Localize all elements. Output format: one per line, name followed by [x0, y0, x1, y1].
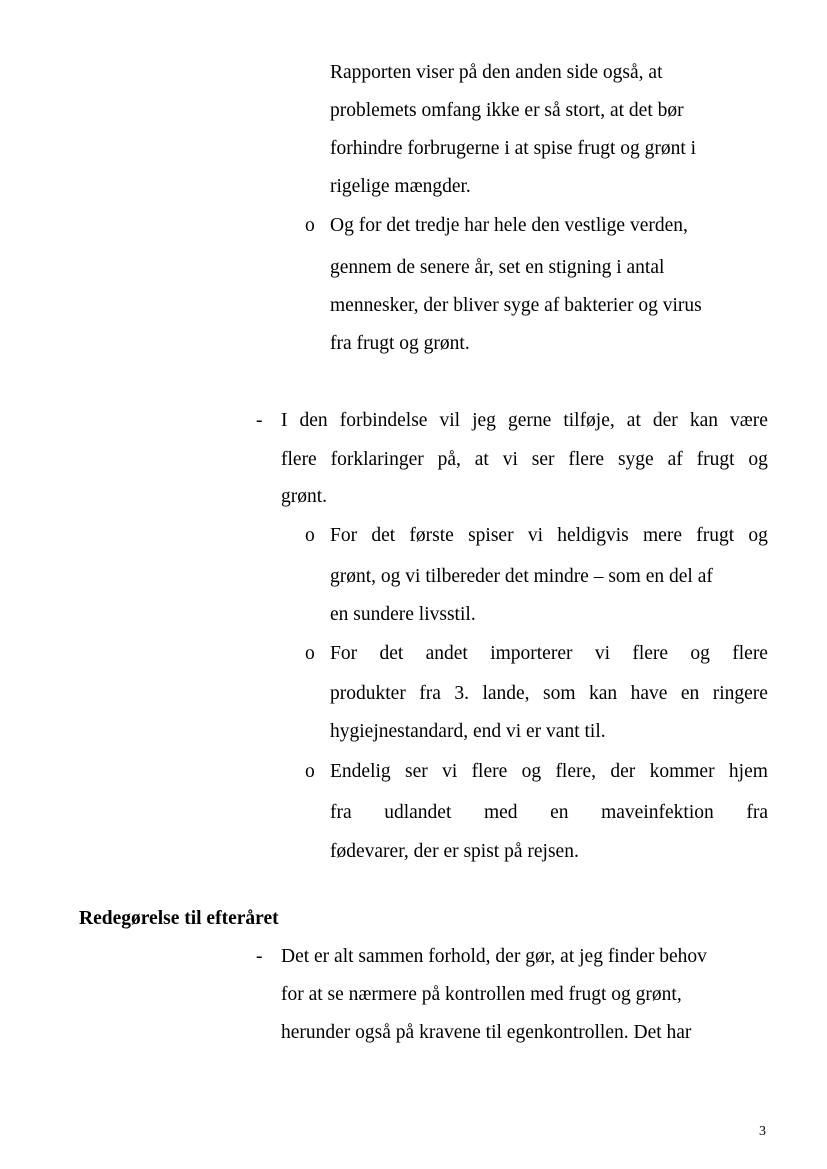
word: og	[748, 449, 768, 470]
continuation-text-line: rigelige mængder.	[330, 176, 471, 197]
word: flere	[568, 449, 605, 470]
word: gerne	[507, 410, 552, 431]
word: heldigvis	[557, 525, 629, 546]
word: jeg	[472, 410, 496, 431]
dash-text-line: grønt.	[281, 486, 328, 507]
word: frugt	[696, 525, 735, 546]
word: vil	[439, 410, 461, 431]
word: vi	[594, 643, 610, 664]
dash-text-line	[281, 448, 768, 472]
word: det	[379, 643, 404, 664]
word: importerer	[490, 643, 573, 664]
word: og	[748, 525, 768, 546]
dash-text-line	[281, 409, 768, 433]
bullet-marker: o	[305, 761, 315, 782]
continuation-text-line: Rapporten viser på den anden side også, at	[330, 62, 663, 83]
bullet-text-line: mennesker, der bliver syge af bakterier og virus	[330, 295, 702, 316]
page-number: 3	[759, 1124, 766, 1139]
bullet-marker: o	[305, 525, 315, 546]
bullet-text-line	[330, 801, 768, 825]
dash-text-line: Det er alt sammen forhold, der gør, at jeg finder behov	[281, 946, 707, 967]
bullet-text-line: fødevarer, der er spist på rejsen.	[330, 841, 579, 862]
word: der	[652, 410, 678, 431]
word: hjem	[728, 761, 768, 782]
word: på,	[437, 449, 461, 470]
word: mere	[643, 525, 682, 546]
bullet-text-line	[330, 760, 768, 784]
word: For	[330, 643, 358, 664]
dash-text-line: herunder også på kravene til egenkontrollen. Det har	[281, 1022, 692, 1043]
word: den	[299, 410, 328, 431]
word: vi	[502, 449, 518, 470]
bullet-marker: o	[305, 215, 315, 236]
word: flere	[632, 643, 669, 664]
word: ringere	[712, 683, 768, 704]
bullet-text-line: en sundere livsstil.	[330, 604, 476, 625]
word: flere	[471, 761, 508, 782]
bullet-text-line: grønt, og vi tilbereder det mindre – som en del af	[330, 566, 713, 587]
word: forbindelse	[339, 410, 428, 431]
bullet-marker: o	[305, 643, 315, 664]
word: flere	[281, 449, 317, 470]
word: udlandet	[384, 802, 452, 823]
word: For	[330, 525, 358, 546]
bullet-text-line: fra frugt og grønt.	[330, 333, 470, 354]
word: fra	[330, 802, 352, 823]
word: det	[371, 525, 396, 546]
bullet-text-line: gennem de senere år, set en stigning i antal	[330, 257, 665, 278]
word: have	[630, 683, 668, 704]
word: frugt	[696, 449, 735, 470]
continuation-text-line: forhindre forbrugerne i at spise frugt og grønt i	[330, 138, 697, 159]
word: vi	[527, 525, 543, 546]
word: med	[483, 802, 518, 823]
word: af	[667, 449, 683, 470]
word: flere	[732, 643, 768, 664]
bullet-text-line	[330, 524, 768, 548]
bullet-text-line: Og for det tredje har hele den vestlige verden,	[330, 215, 688, 236]
bullet-text-line	[330, 682, 768, 706]
dash-text-line: for at se nærmere på kontrollen med frugt og grønt,	[281, 984, 682, 1005]
word: første	[409, 525, 454, 546]
word: kan	[588, 683, 618, 704]
word: I	[281, 410, 288, 431]
word: fra	[746, 802, 768, 823]
word: kan	[689, 410, 718, 431]
word: maveinfektion	[601, 802, 714, 823]
word: en	[550, 802, 569, 823]
word: 3.	[454, 683, 469, 704]
word: ser	[404, 761, 428, 782]
word: produkter	[330, 683, 406, 704]
word: spiser	[468, 525, 514, 546]
word: som	[543, 683, 576, 704]
dash-marker: -	[256, 410, 263, 431]
bullet-text-line: hygiejnestandard, end vi er vant til.	[330, 721, 606, 742]
bullet-text-line	[330, 642, 768, 666]
word: andet	[425, 643, 468, 664]
word: der	[610, 761, 636, 782]
dash-marker: -	[256, 946, 263, 967]
word: tilføje,	[563, 410, 615, 431]
section-heading: Redegørelse til efteråret	[79, 908, 279, 929]
word: flere,	[555, 761, 597, 782]
word: ser	[531, 449, 555, 470]
word: en	[680, 683, 700, 704]
word: og	[690, 643, 710, 664]
word: syge	[617, 449, 654, 470]
word: kommer	[649, 761, 715, 782]
word: at	[474, 449, 489, 470]
word: lande,	[482, 683, 530, 704]
word: at	[626, 410, 641, 431]
word: fra	[419, 683, 441, 704]
word: og	[521, 761, 542, 782]
continuation-text-line: problemets omfang ikke er så stort, at det bør	[330, 100, 684, 121]
word: vi	[442, 761, 458, 782]
word: være	[730, 410, 768, 431]
word: forklaringer	[330, 449, 424, 470]
word: Endelig	[330, 761, 391, 782]
